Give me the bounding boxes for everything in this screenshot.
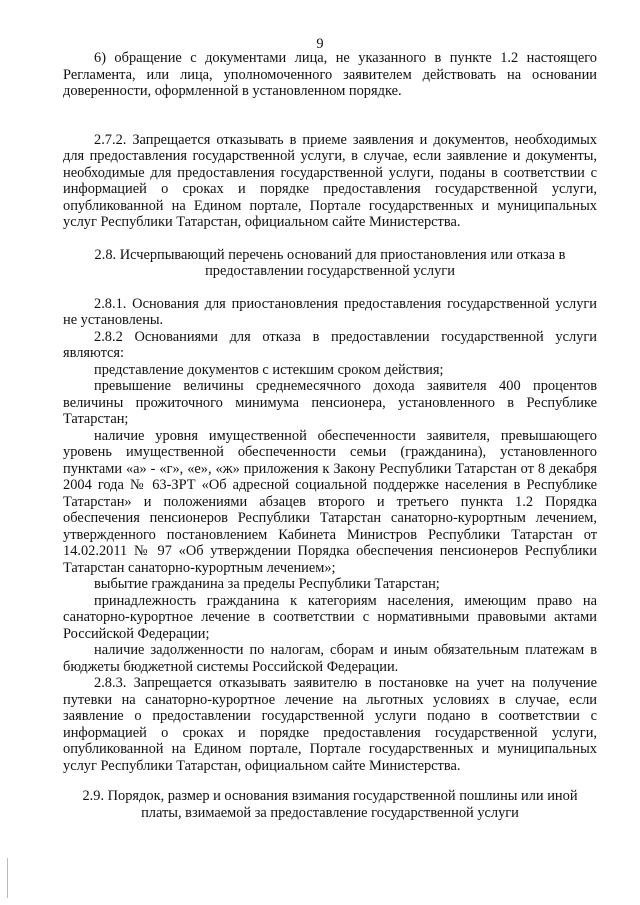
refusal-ground-4: выбытие гражданина за пределы Республики Татарстан; [94, 576, 440, 592]
paragraph-2-8-1: 2.8.1. Основания для приостановления предоставления государственной услуги не установлены. [63, 295, 597, 328]
document-body [63, 50, 597, 821]
paragraph-2-7-2: 2.7.2. Запрещается отказывать в приеме заявления и документов, необходимых для предоставления государственной услуги, в случае, если заявление и документы, необходимые для предоставления государственной услуги, поданы в соответствии с информацией о сроках и порядке предоставления государственной услуги, опубликованной на Едином портале, Портале государственных и муниципальных услуг Республики Татарстан, официальном сайте Министерства. [63, 131, 597, 230]
spacer [63, 231, 597, 247]
spacer [63, 774, 597, 788]
section-heading-2-9: 2.9. Порядок, размер и основания взимания государственной пошлины или иной платы, взимаемой за предоставление государственной услуги [82, 788, 578, 821]
refusal-ground-5: принадлежность гражданина к категориям населения, имеющим право на санаторно-курортное лечение в соответствии с нормативными правовыми актами Российской Федерации; [63, 592, 597, 642]
refusal-ground-3: наличие уровня имущественной обеспеченности заявителя, превышающего уровень имущественной обеспеченности семьи (гражданина), установленного пунктами «а» - «г», «е», «ж» приложения к Закону Республики Татарстан от 8 декабря 2004 года № 63-ЗРТ «Об адресной социальной поддержке населения в Республике Татарстан» и положениями абзацев второго и третьего пункта 1.2 Порядка обеспечения пенсионеров Республики Татарстан санаторно-курортным лечением, утвержденного постановлением Кабинета Министров Республики Татарстан от 14.02.2011 № 97 «Об утверждении Порядка обеспечения пенсионеров Республики Татарстан санаторно-курортным лечением»; [63, 427, 597, 576]
scan-edge-mark [7, 858, 8, 898]
paragraph-6: 6) обращение с документами лица, не указанного в пункте 1.2 настоящего Регламента, или лица, уполномоченного заявителем действовать на основании доверенности, оформленной в установленном порядке. [63, 50, 597, 99]
refusal-ground-1: представление документов с истекшим сроком действия; [94, 361, 444, 378]
spacer [63, 100, 597, 132]
paragraph-2-8-3: 2.8.3. Запрещается отказывать заявителю в постановке на учет на получение путевки на санаторно-курортное лечение на льготных условиях в случае, если заявление о предоставлении государственной услуги подано в соответствии с информацией о сроках и порядке предоставления государственной услуги, опубликованной на Едином портале, Портале государственных и муниципальных услуг Республики Татарстан, официальном сайте Министерства. [63, 675, 597, 774]
paragraph-2-8-2: 2.8.2 Основаниями для отказа в предоставлении государственной услуги являются: [63, 328, 597, 361]
section-heading-2-8: 2.8. Исчерпывающий перечень оснований для приостановления или отказа в предоставлении государственной услуги [94, 246, 566, 279]
refusal-ground-6: наличие задолженности по налогам, сборам и иным обязательным платежам в бюджеты бюджетной системы Российской Федерации. [63, 642, 597, 675]
page-number: 9 [316, 36, 324, 52]
spacer [63, 280, 597, 296]
refusal-ground-2: превышение величины среднемесячного дохода заявителя 400 процентов величины прожиточного минимума пенсионера, установленного в Республике Татарстан; [63, 378, 597, 427]
